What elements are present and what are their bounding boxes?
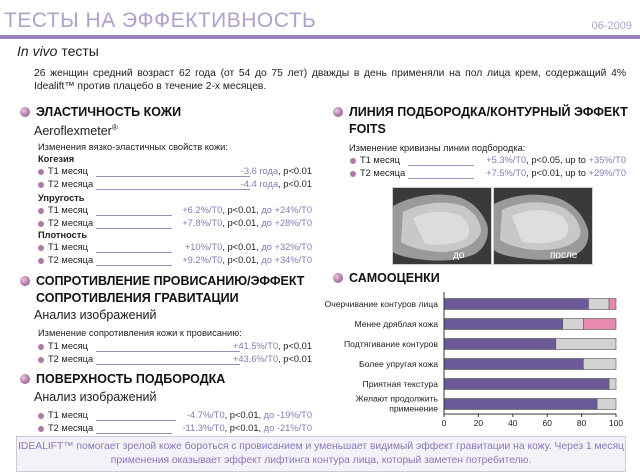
table-row: Т2 месяца +43.6%/T0, p<0.01 [38,354,312,366]
row-bullet-icon [350,171,356,177]
table-row: Т2 месяца +9.2%/T0, p<0.01, до +34%/T0 [38,255,312,267]
chart-bar [556,339,616,350]
self-heading: САМООЦЕНКИ [349,271,440,285]
x-tick-label: 80 [576,418,587,428]
header-rule [0,35,640,39]
chin-before-image [393,188,491,264]
group-density: Плотность [38,230,88,240]
elasticity-description: Изменения вязко-эластичных свойств кожи: [38,142,228,152]
row-bullet-icon [38,182,44,188]
photo-after [493,187,593,265]
row-bullet-icon [38,357,44,363]
self-assessment-chart [320,288,630,434]
bullet-icon [333,107,343,117]
row-bullet-icon [350,158,356,164]
jawline-heading: ЛИНИЯ ПОДБОРОДКА/КОНТУРНЫЙ ЭФФЕКТ FOITS [349,105,628,136]
chin-method: Анализ изображений [34,390,157,404]
row-bullet-icon [38,344,44,350]
row-bullet-icon [38,169,44,175]
footer-line-2: применения оказывает эффект лифтинга контура лица, который заметен потребителю. [110,455,532,466]
row-bullet-icon [38,245,44,251]
bullet-icon [20,374,30,384]
table-row: Т2 месяца +7.5%/T0, p<0.01, up to +29%/T0 [350,168,626,180]
bullet-icon [20,107,30,117]
table-row: Т1 месяц +5.3%/T0, p<0.05, up to +35%/T0 [350,155,626,167]
elasticity-heading: ЭЛАСТИЧНОСТЬ КОЖИ [36,105,182,119]
category-label: применение [389,403,438,414]
subtitle-italic: In vivo [17,43,58,59]
chart-bar [583,319,616,330]
footer-note [16,436,626,472]
sagging-description: Изменение сопротивления кожи к провисанию: [38,328,242,338]
page-title: ТЕСТЫ НА ЭФФЕКТИВНОСТЬ [4,9,317,32]
chart-bar [563,319,584,330]
x-tick-label: 100 [609,418,623,428]
chart-bar [444,319,563,330]
chart-bar [609,379,616,390]
category-label: Приятная текстура [362,379,438,389]
row-bullet-icon [38,221,44,227]
sagging-heading: СОПРОТИВЛЕНИЕ ПРОВИСАНИЮ/ЭФФЕКТ СОПРОТИВЛЕНИЯ ГРАВИТАЦИИ [36,274,305,305]
chart-svg [320,288,630,434]
row-bullet-icon [38,426,44,432]
category-label: Подтягивание контуров [343,339,438,349]
study-intro: 26 женщин средний возраст 62 года (от 54 до 75 лет) дважды в день применяли на пол лица крем, содержащий 4% Idealift™ против плацебо в течение 2-х месяцев. [34,68,626,92]
chart-bar [583,359,616,370]
chart-bar [444,379,609,390]
x-tick-label: 0 [441,418,447,428]
subtitle-rest: тесты [57,43,99,59]
table-row: Т1 месяц +6.2%/T0, p<0.01, до +24%/T0 [38,205,312,217]
group-elasticity: Упругость [38,193,85,203]
after-caption: после [550,250,578,261]
category-label: Очерчивание контуров лица [324,299,438,309]
chart-bar [444,399,597,410]
chart-bar [597,399,616,410]
group-cohesion: Когезия [38,154,75,164]
chart-bar [444,339,556,350]
table-row: Т1 месяц +41.5%/T0, p<0.01 [38,341,312,353]
photo-before [392,187,492,265]
chart-bar [588,299,609,310]
chart-bar [444,299,588,310]
row-bullet-icon [38,208,44,214]
table-row: Т1 месяц +10%/T0, p<0.01, до +32%/T0 [38,242,312,254]
x-tick-label: 60 [542,418,552,428]
table-row: Т2 месяца -4.4 года, p<0.01 [38,179,312,191]
x-tick-label: 20 [473,418,484,428]
bullet-icon [333,273,343,283]
chart-bar [609,299,616,310]
jawline-description: Изменение кривизны линии подбородка: [349,143,526,153]
chart-bar [444,359,583,370]
registered-mark: ® [111,123,118,132]
page-subtitle [17,43,99,59]
footer-line-1: IDEALIFT™ помогает зрелой коже бороться с провисанием и уменьшает видимый эффект гравитации на кожу. Через 1 месяц [18,441,624,452]
row-bullet-icon [38,413,44,419]
chin-heading: ПОВЕРХНОСТЬ ПОДБОРОДКА [36,372,226,386]
table-row: Т1 месяц -3.6 года, p<0.01 [38,166,312,178]
bullet-icon [20,276,30,286]
row-bullet-icon [38,258,44,264]
sagging-method: Анализ изображений [34,308,157,322]
elasticity-device: Aeroflexmeter® [34,123,118,139]
category-label: Менее дряблая кожа [354,319,438,329]
page-date: 06-2009 [591,20,632,32]
before-caption: до [453,250,465,261]
category-label: Желают продолжить [355,393,438,404]
x-tick-label: 40 [508,418,518,428]
table-row: Т2 месяца -11.3%/T0, p<0.01, до -21%/T0 [38,423,312,435]
table-row: Т1 месяц -4.7%/T0, p<0.01, до -19%/T0 [38,410,312,422]
table-row: Т2 месяца +7.8%/T0, p<0.01, до +28%/T0 [38,218,312,230]
category-label: Более упругая кожа [359,359,438,369]
